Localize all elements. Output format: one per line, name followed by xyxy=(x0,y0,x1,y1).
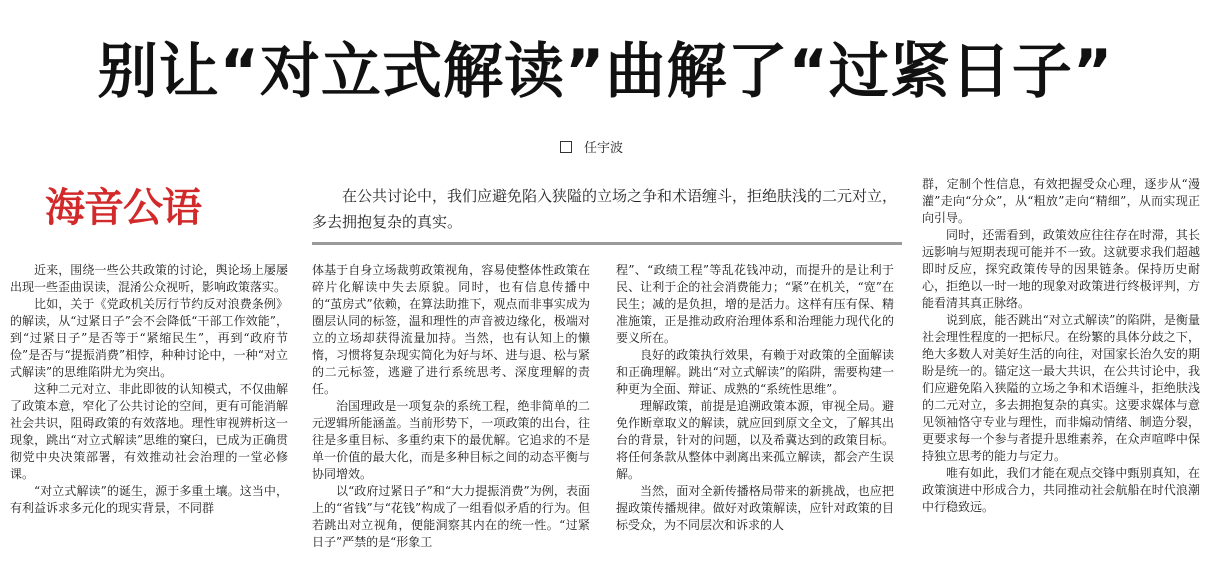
byline xyxy=(560,137,623,156)
paragraph: “对立式解读”的诞生，源于多重土壤。这当中，有利益诉求多元化的现实背景，不同群 xyxy=(10,484,288,515)
article-column-2 xyxy=(312,262,590,572)
paragraph: 比如，关于《党政机关厉行节约反对浪费条例》的解读，从“过紧日子”会不会降低“干部工作效能”，到“过紧日子”是否等于“紧缩民生”，再到“政府节俭”是否与“提振消费”相悖，种种讨论中，一种“对立式解读”的思维陷阱尤为突出。 xyxy=(10,297,288,379)
paragraph: 以“政府过紧日子”和“大力提振消费”为例，表面上的“省钱”与“花钱”构成了一组看似矛盾的行为。但若跳出对立视角，便能洞察其内在的统一性。“过紧日子”严禁的是“形象工 xyxy=(312,484,590,549)
lead-paragraph: 在公共讨论中，我们应避免陷入狭隘的立场之争和术语缠斗，拒绝肤浅的二元对立，多去拥抱复杂的真实。 xyxy=(312,187,898,231)
paragraph: 程”、“政绩工程”等乱花钱冲动，而提升的是让利于民、让利于企的社会消费能力；“紧”在机关，“宽”在民生；减的是负担，增的是活力。这样有压有保、精准施策，正是推动政府治理体系和治理能力现代化的要义所在。 xyxy=(616,263,894,345)
author-name: 任宇波 xyxy=(584,141,624,156)
column-logo: 海音公语 xyxy=(45,185,201,231)
paragraph: 这种二元对立、非此即彼的认知模式，不仅曲解了政策本意，窄化了公共讨论的空间，更有可能消解社会共识，阻碍政策的有效落地。理性审视辨析这一现象，跳出“对立式解读”思维的窠臼，已成为正确贯彻党中央决策部署，有效推动社会治理的一堂必修课。 xyxy=(10,382,288,481)
paragraph: 群，定制个性信息，有效把握受众心理，逐步从“漫灌”走向“分众”，从“粗放”走向“精细”，从而实现正向引导。 xyxy=(922,177,1200,225)
paragraph: 近来，围绕一些公共政策的讨论，舆论场上屡屡出现一些歪曲误读，混淆公众视听，影响政策落实。 xyxy=(10,263,288,294)
paragraph: 体基于自身立场裁剪政策视角，容易使整体性政策在碎片化解读中失去原貌。同时，也有信息传播中的“茧房式”依赖，在算法助推下，观点而非事实成为圈层认同的标签，温和理性的声音被边缘化，极端对立的立场却获得流量加持。当然，也有认知上的懒惰，习惯将复杂现实简化为好与坏、进与退、松与紧的二元标签，逃避了进行系统思考、深度理解的责任。 xyxy=(312,263,590,396)
article-column-3 xyxy=(616,262,894,572)
article-column-4 xyxy=(922,176,1200,572)
paragraph: 当然，面对全新传播格局带来的新挑战，也应把握政策传播规律。做好对政策解读，应针对政策的目标受众，为不同层次和诉求的人 xyxy=(616,484,894,532)
paragraph: 同时，还需看到，政策效应往往存在时滞，其长远影响与短期表现可能并不一致。这就要求我们超越即时反应，探究政策传导的因果链条。保持历史耐心，拒绝以一时一地的现象对政策进行终极评判，方能看清其真正脉络。 xyxy=(922,228,1200,310)
paragraph: 良好的政策执行效果，有赖于对政策的全面解读和正确理解。跳出“对立式解读”的陷阱，需要构建一种更为全面、辩证、成熟的“系统性思维”。 xyxy=(616,348,894,396)
paragraph: 唯有如此，我们才能在观点交锋中甄别真知，在政策演进中形成合力，共同推动社会航船在时代浪潮中行稳致远。 xyxy=(922,466,1200,514)
article-column-1 xyxy=(10,262,288,572)
lead-divider xyxy=(312,242,902,245)
paragraph: 理解政策，前提是追溯政策本源，审视全局。避免作断章取义的解读，就应回到原文全文，了解其出台的背景，针对的问题，以及希冀达到的政策目标。将任何条款从整体中剥离出来孤立解读，都会产生误解。 xyxy=(616,399,894,481)
paragraph: 治国理政是一项复杂的系统工程，绝非简单的二元逻辑所能涵盖。当前形势下，一项政策的出台，往往是多重目标、多重约束下的最优解。它追求的不是单一价值的最大化，而是多种目标之间的动态平衡与协同增效。 xyxy=(312,399,590,481)
byline-square-icon xyxy=(560,141,572,153)
paragraph: 说到底，能否跳出“对立式解读”的陷阱，是衡量社会理性程度的一把标尺。在纷繁的具体分歧之下，绝大多数人对美好生活的向往，对国家长治久安的期盼是统一的。锚定这一最大共识，在公共讨论中，我们应避免陷入狭隘的立场之争和术语缠斗，拒绝肤浅的二元对立，多去拥抱复杂的真实。这要求媒体与意见领袖恪守专业与理性，而非煽动情绪、制造分裂，更要求每一个参与者提升思维素养，在众声喧哗中保持独立思考的能力与定力。 xyxy=(922,313,1200,463)
headline: 别让“对立式解读”曲解了“过紧日子” xyxy=(97,37,1114,107)
